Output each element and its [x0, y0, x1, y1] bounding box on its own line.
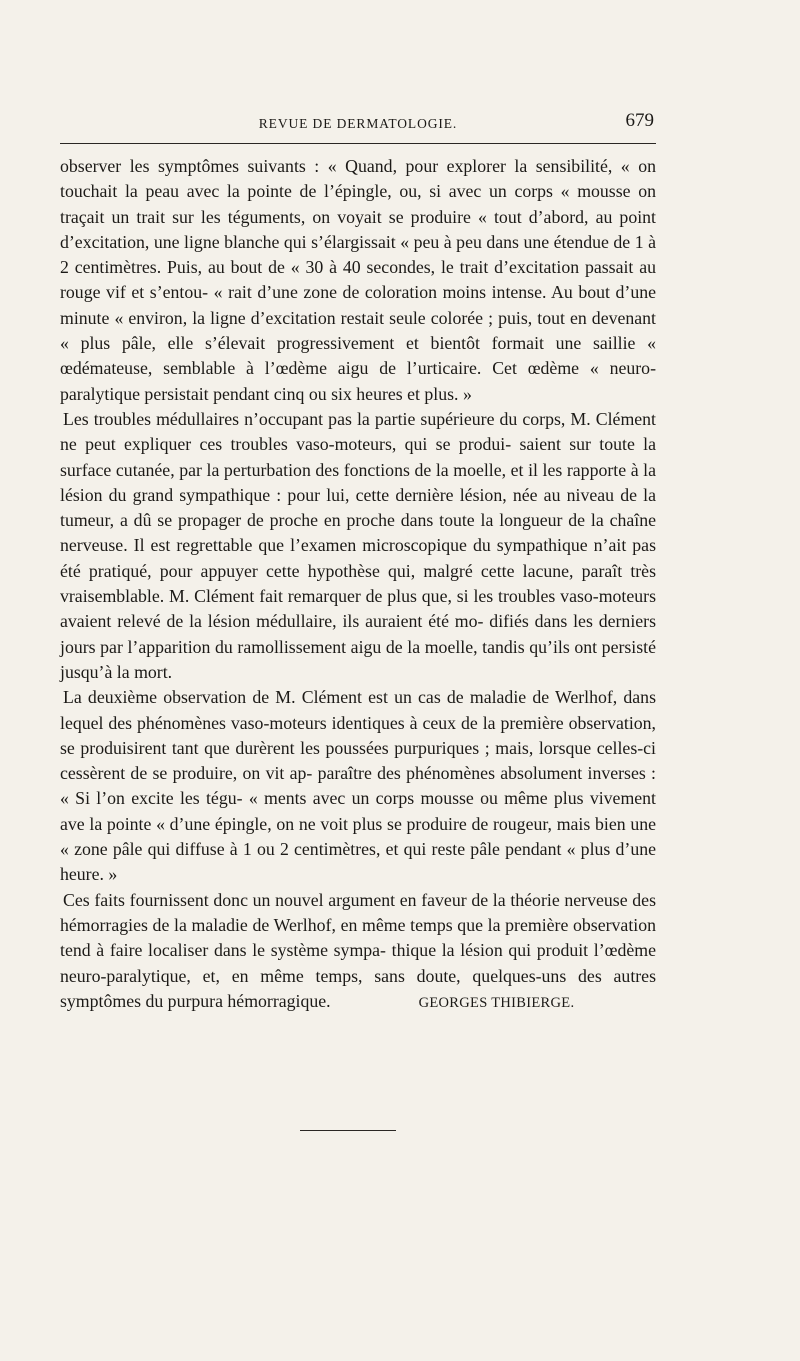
paragraph-spinal-troubles: Les troubles médullaires n’occupant pas la partie supérieure du corps, M. Clément ne peut expliquer ces troubles vaso-moteurs, qui se produi- saient sur toute la surface cutanée, par la perturbation des fonctions de la moelle, et il les rapporte à la lésion du grand sympathique : pour lui, cette dernière lésion, née au niveau de la tumeur, a dû se propager de proche en proche dans toute la longueur de la chaîne nerveuse. Il est regrettable que l’examen microscopique du sympathique n’ait pas été pratiqué, pour appuyer cette hypothèse qui, malgré cette lacune, paraît très vraisemblable. M. Clément fait remarquer de plus que, si les troubles vaso-moteurs avaient relevé de la lésion médullaire, ils auraient été mo- difiés dans les derniers jours par l’apparition du ramollissement aigu de la moelle, tandis qu’ils ont persisté jusqu’à la mort. [60, 408, 656, 682]
article-body [60, 154, 656, 1016]
running-title: REVUE DE DERMATOLOGIE. [258, 116, 458, 131]
page-number: 679 [625, 110, 654, 131]
conclusion-text: Ces faits fournissent donc un nouvel argument en faveur de la théorie nerveuse des hémorragies de la maladie de Werlhof, en même temps que la première observation tend à faire localiser dans le système sympa- thique la lésion qui produit l’œdème neuro-paralytique, et, en même temps, sans doute, quelques-uns des autres symptômes du purpura hémorragique. [60, 889, 656, 1011]
paragraph-second-observation: La deuxième observation de M. Clément est un cas de maladie de Werlhof, dans lequel des phénomènes vaso-moteurs identiques à ceux de la première observation, se produisirent tant que durèrent les poussées purpuriques ; mais, lorsque celles-ci cessèrent de se produire, on vit ap- paraître des phénomènes absolument inverses : « Si l’on excite les tégu- « ments avec un corps mousse ou même plus vivement ave la pointe « d’une épingle, on ne voit plus se produire de rougeur, mais bien une « zone pâle qui diffuse à 1 ou 2 centimètres, et qui reste pâle pendant « plus d’une heure. » [60, 687, 656, 885]
header-rule [60, 143, 656, 144]
page-header [60, 110, 656, 140]
paragraph-conclusion [60, 888, 656, 1016]
end-rule [300, 1130, 396, 1131]
paragraph-quote-observation: observer les symptômes suivants : « Quand, pour explorer la sensibilité, « on touchait la peau avec la pointe de l’épingle, ou, si avec un corps « mousse on traçait un trait sur les téguments, on voyait se produire « tout d’abord, au point d’excitation, une ligne blanche qui s’élargissait « peu à peu dans une étendue de 1 à 2 centimètres. Puis, au bout de « 30 à 40 secondes, le trait d’excitation passait au rouge vif et s’entou- « rait d’une zone de coloration moins intense. Au bout d’une minute « environ, la ligne d’excitation restait seule colorée ; puis, tout en devenant « plus pâle, elle s’élevait progressivement et bientôt formait une saillie « œdémateuse, semblable à l’œdème aigu de l’urticaire. Cet œdème « neuro-paralytique persistait pendant cinq ou six heures et plus. » [60, 156, 656, 404]
author-signature: GEORGES THIBIERGE. [418, 994, 575, 1011]
